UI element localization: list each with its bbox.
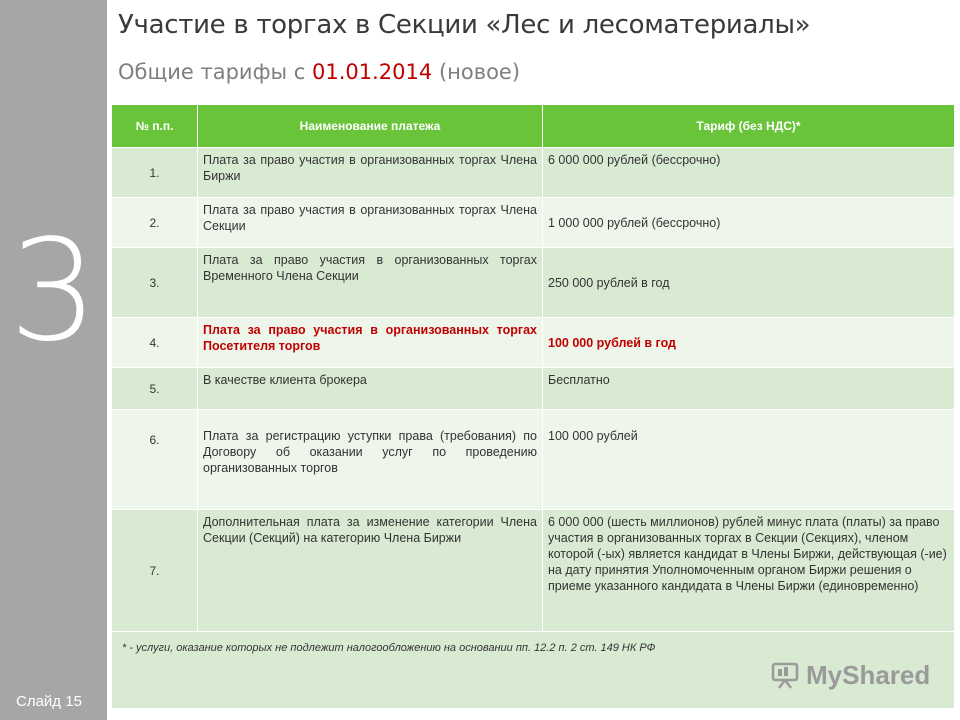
subtitle-date: 01.01.2014 — [312, 60, 433, 84]
page-subtitle — [118, 60, 520, 84]
table-row — [112, 368, 955, 410]
row-payment-name: Плата за право участия в организованных торгах Временного Члена Секции — [198, 248, 543, 318]
presentation-icon — [770, 660, 800, 690]
table-row — [112, 198, 955, 248]
row-tariff: 6 000 000 рублей (бессрочно) — [543, 148, 955, 198]
table-row — [112, 318, 955, 368]
tariff-table — [111, 104, 955, 709]
header-num: № п.п. — [112, 105, 198, 148]
row-tariff: 100 000 рублей — [543, 410, 955, 510]
row-tariff: 6 000 000 (шесть миллионов) рублей минус плата (платы) за право участия в организованных торгах в Секции (Секциях), членом которой (-ых) является кандидат в Члены Биржи, действующая (-ие) на дату принятия Уполномоченным органом Биржи решения о приеме указанного кандидата в Члены Биржи (единовременно) — [543, 510, 955, 632]
watermark — [770, 658, 930, 692]
table-row — [112, 510, 955, 632]
row-num: 2. — [112, 198, 198, 248]
slide-number-label: Слайд 15 — [16, 693, 82, 710]
row-num: 1. — [112, 148, 198, 198]
row-payment-name: Плата за право участия в организованных торгах Члена Биржи — [198, 148, 543, 198]
table-row — [112, 248, 955, 318]
table-header-row — [112, 105, 955, 148]
header-name: Наименование платежа — [198, 105, 543, 148]
row-tariff: 250 000 рублей в год — [543, 248, 955, 318]
row-tariff: 1 000 000 рублей (бессрочно) — [543, 198, 955, 248]
row-payment-name: Плата за регистрацию уступки права (требования) по Договору об оказании услуг по проведению организованных торгов — [198, 410, 543, 510]
row-num: 3. — [112, 248, 198, 318]
row-num: 6. — [112, 410, 198, 510]
row-num: 4. — [112, 318, 198, 368]
header-tariff: Тариф (без НДС)* — [543, 105, 955, 148]
table-row — [112, 410, 955, 510]
row-payment-name: В качестве клиента брокера — [198, 368, 543, 410]
subtitle-prefix: Общие тарифы с — [118, 60, 313, 84]
row-payment-name: Плата за право участия в организованных торгах Посетителя торгов — [198, 318, 543, 368]
slide-sidebar — [0, 0, 107, 720]
row-tariff: 100 000 рублей в год — [543, 318, 955, 368]
table-row — [112, 148, 955, 198]
subtitle-suffix: (новое) — [432, 60, 521, 84]
row-payment-name: Дополнительная плата за изменение категории Члена Секции (Секций) на категорию Члена Биржи — [198, 510, 543, 632]
row-num: 7. — [112, 510, 198, 632]
row-tariff: Бесплатно — [543, 368, 955, 410]
watermark-text: MyShared — [806, 659, 931, 690]
row-payment-name: Плата за право участия в организованных торгах Члена Секции — [198, 198, 543, 248]
page-title: Участие в торгах в Секции «Лес и лесоматериалы» — [118, 10, 811, 40]
footnote: * - услуги, оказание которых не подлежит налогообложению на основании пп. 12.2 п. 2 ст. 149 НК РФ — [112, 632, 955, 709]
row-num: 5. — [112, 368, 198, 410]
section-number: 3 — [8, 210, 99, 373]
